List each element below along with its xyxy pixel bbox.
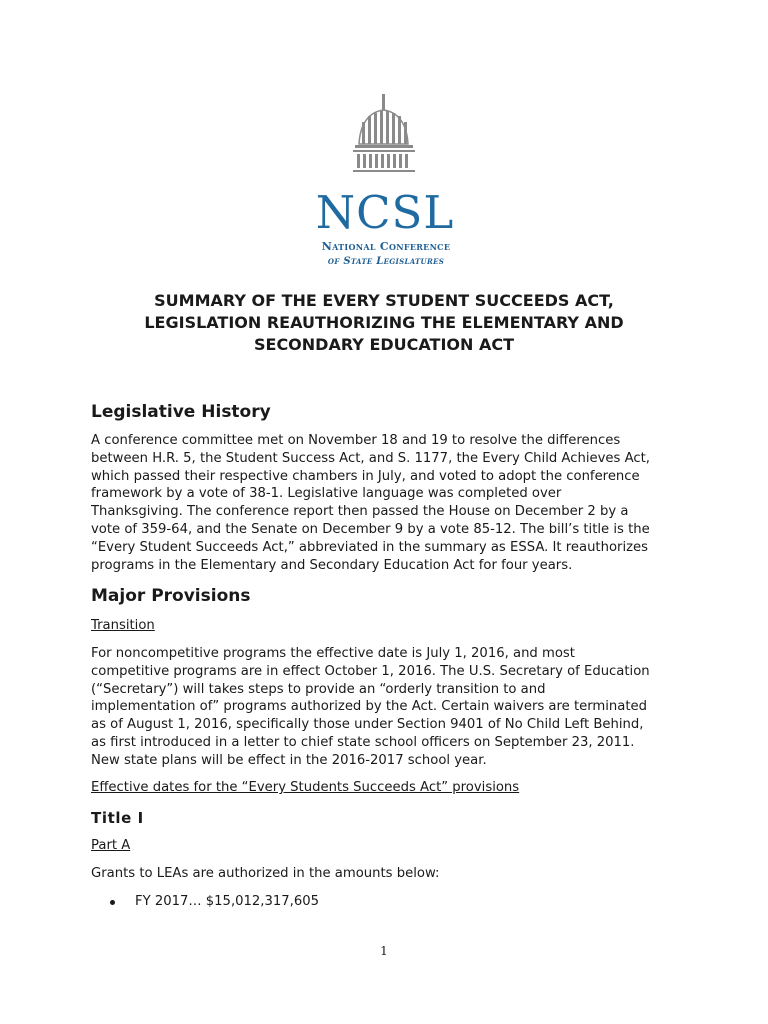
legislative-history-heading: Legislative History [91, 402, 271, 422]
paragraph-line: framework by a vote of 38-1. Legislative language was completed over [91, 486, 562, 502]
paragraph-line: For noncompetitive programs the effective date is July 1, 2016, and most [91, 646, 575, 661]
paragraph-line: “Every Student Succeeds Act,” abbreviated in the summary as ESSA. It reauthorizes [91, 539, 649, 555]
title-line-2: LEGISLATION REAUTHORIZING THE ELEMENTARY AND [144, 313, 624, 332]
paragraph-line: Thanksgiving. The conference report then passed the House on December 2 by a [91, 504, 629, 520]
major-provisions-heading: Major Provisions [91, 586, 251, 606]
capitol-dome-icon [310, 92, 460, 192]
logo-acronym: NCSL [315, 186, 455, 239]
paragraph-line: programs in the Elementary and Secondary Education Act for four years. [91, 557, 573, 573]
paragraph-line: between H.R. 5, the Student Success Act, and S. 1177, the Every Child Achieves Act, [91, 450, 650, 466]
logo-line-2: of State Legislatures [327, 256, 445, 267]
paragraph-line: which passed their respective chambers in July, and voted to adopt the conference [91, 468, 640, 484]
document-title [90, 290, 678, 356]
paragraph-line: as first introduced in a letter to chief state school officers on September 23, 2011. [91, 734, 635, 750]
logo-line-1: National Conference [321, 240, 451, 253]
list-item-text: FY 2017… $15,012,317,605 [135, 894, 320, 909]
paragraph-line: competitive programs are in effect October 1, 2016. The U.S. Secretary of Education [91, 663, 650, 679]
bullet-icon [110, 900, 115, 905]
title-line-1: SUMMARY OF THE EVERY STUDENT SUCCEEDS ACT, [154, 291, 614, 310]
effective-dates-subheading: Effective dates for the “Every Students Succeeds Act” provisions [91, 780, 520, 795]
part-a-subheading: Part A [91, 838, 131, 853]
paragraph-line: New state plans will be effect in the 2016-2017 school year. [91, 752, 487, 768]
ncsl-logo [310, 92, 470, 272]
title-one-heading: Title I [91, 809, 144, 827]
title-line-3: SECONDARY EDUCATION ACT [253, 335, 514, 354]
paragraph-line: A conference committee met on November 18 and 19 to resolve the differences [91, 433, 621, 448]
transition-paragraph [91, 645, 691, 770]
paragraph-line: vote of 359-64, and the Senate on December 9 by a vote 85-12. The bill’s title is the [91, 521, 650, 537]
transition-subheading: Transition [91, 618, 155, 633]
paragraph-line: as of August 1, 2016, specifically those under Section 9401 of No Child Left Behind, [91, 717, 644, 733]
grants-intro: Grants to LEAs are authorized in the amounts below: [91, 866, 440, 881]
page-number: 1 [380, 944, 388, 958]
paragraph-line: implementation of” programs authorized by the Act. Certain waivers are terminated [91, 699, 648, 715]
legislative-history-paragraph [91, 432, 691, 574]
paragraph-line: (“Secretary”) will takes steps to provide an “orderly transition to and [91, 681, 546, 697]
